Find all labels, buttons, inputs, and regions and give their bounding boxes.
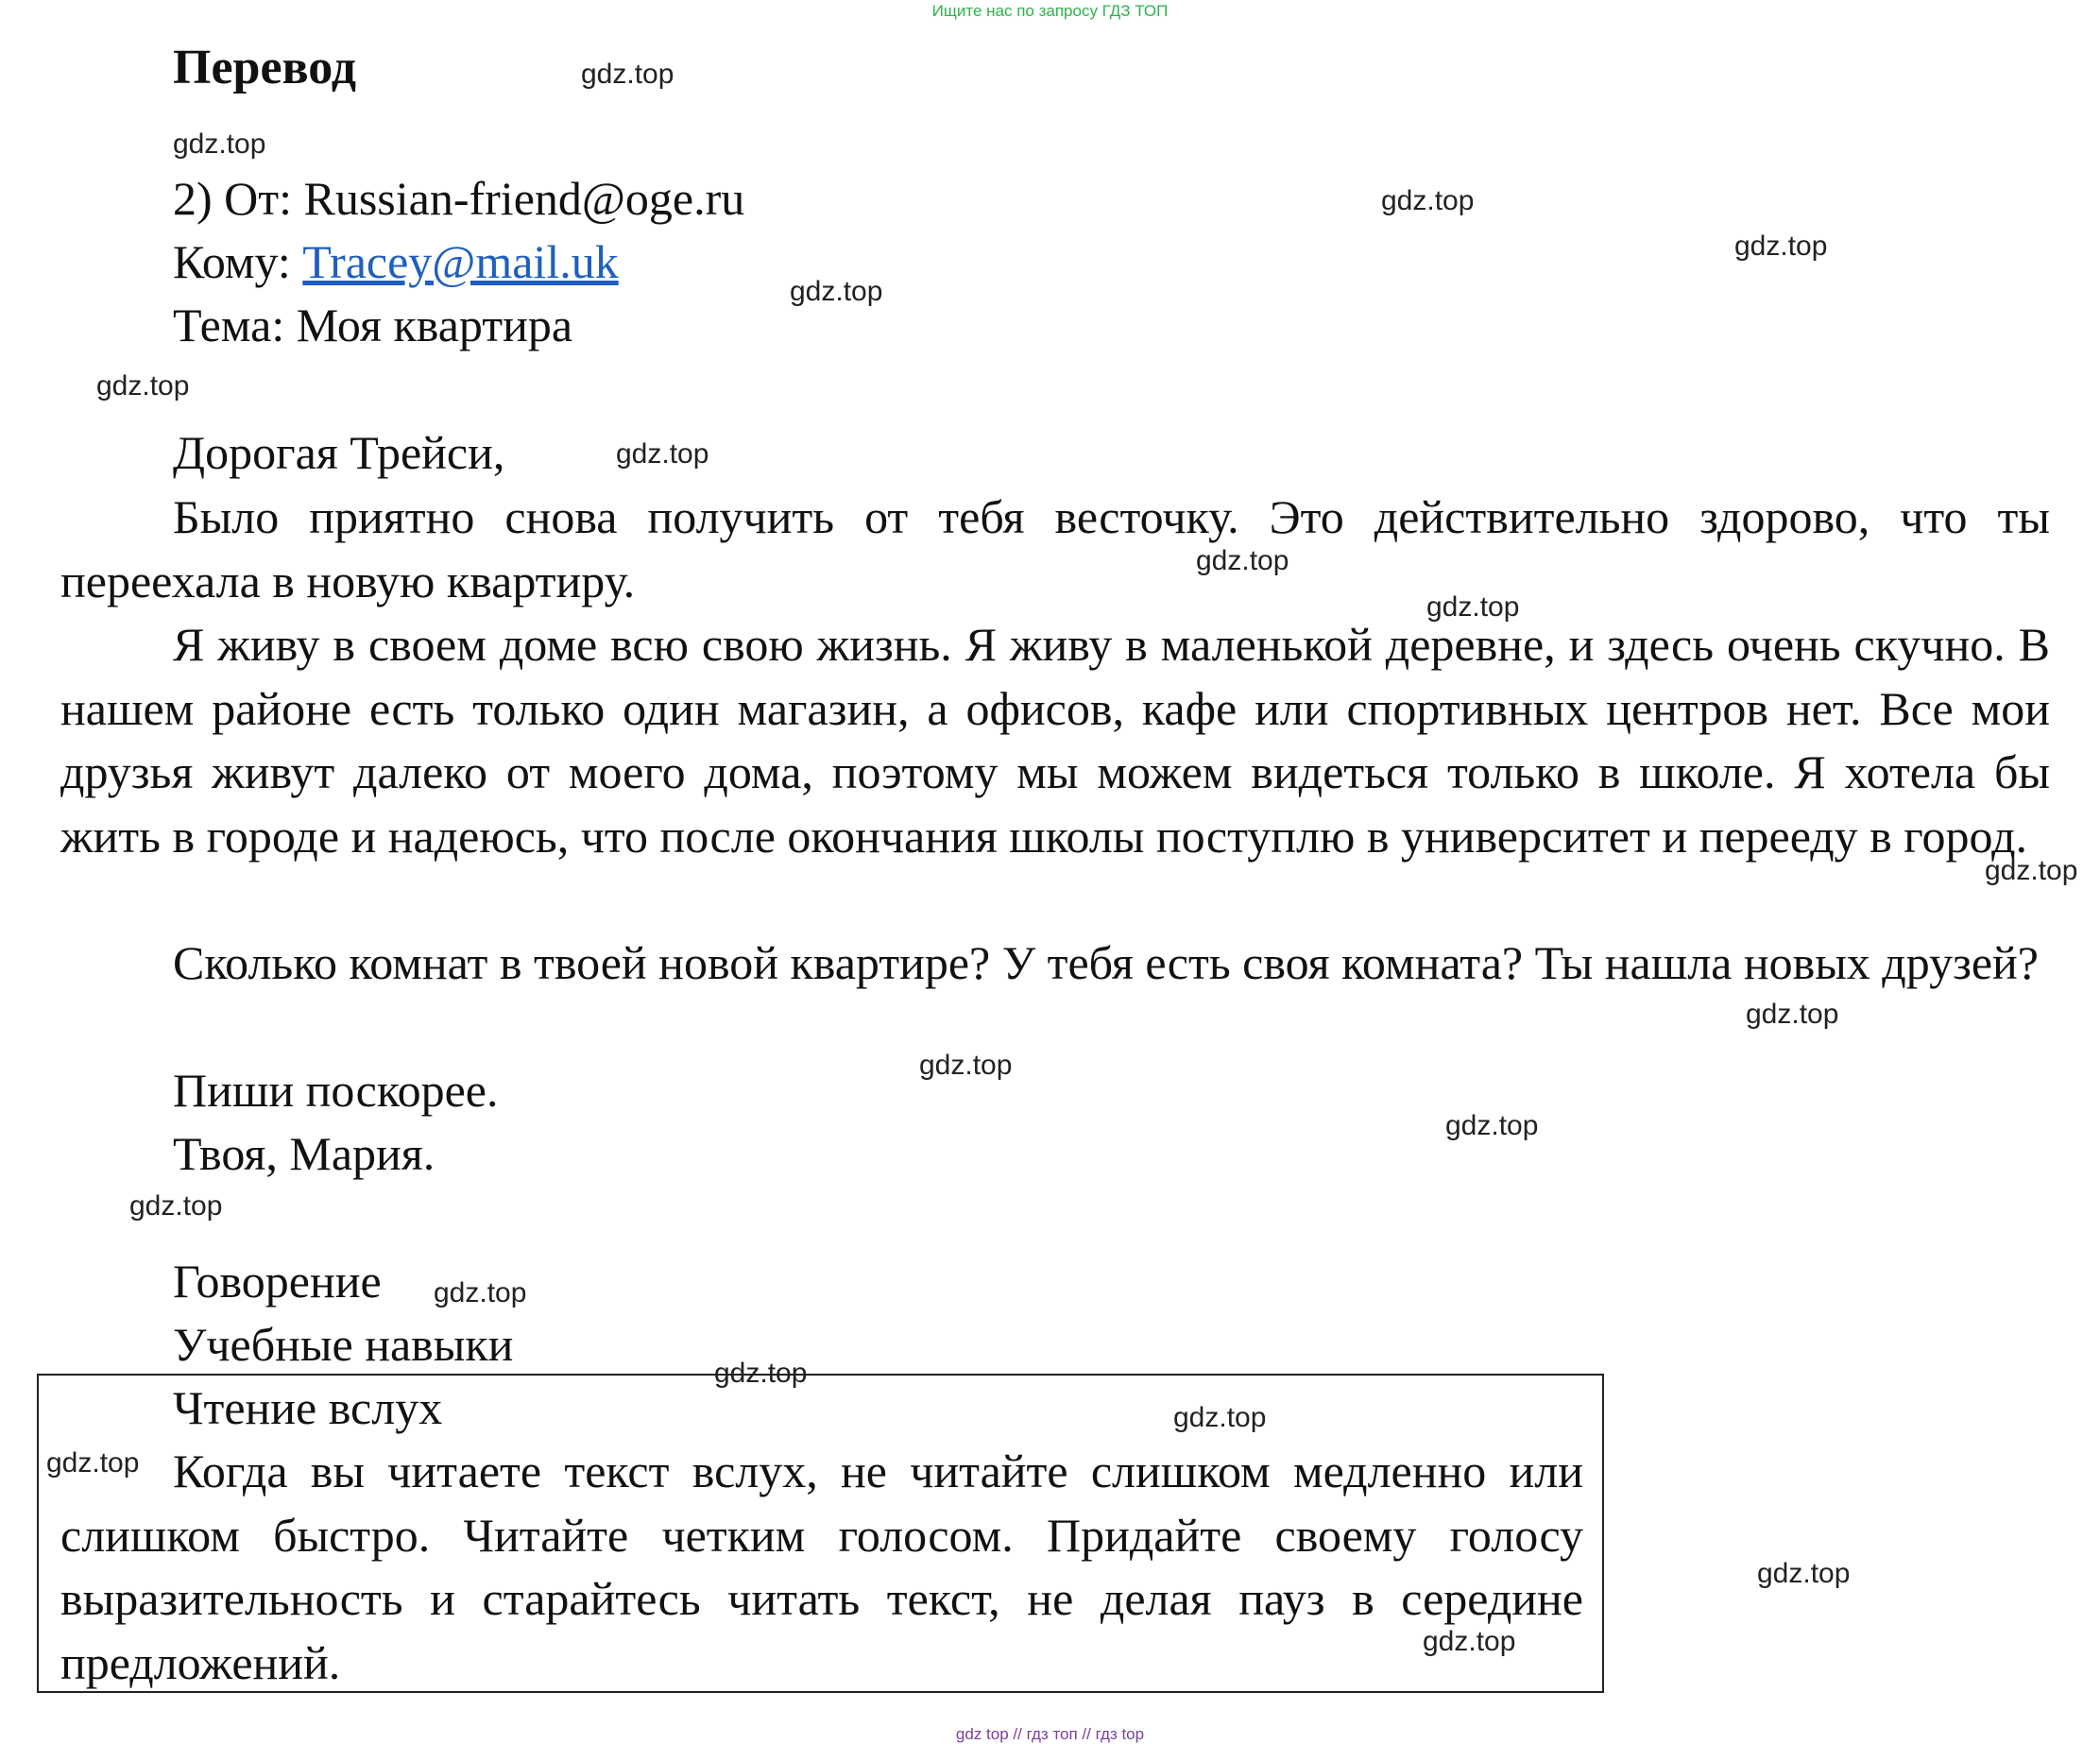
watermark: gdz.top — [919, 1050, 1013, 1081]
box-heading: Чтение вслух — [173, 1381, 443, 1434]
watermark: gdz.top — [1426, 591, 1520, 623]
section-skills: Учебные навыки — [173, 1318, 514, 1371]
watermark: gdz.top — [1746, 999, 1839, 1030]
top-banner: Ищите нас по запросу ГДЗ ТОП — [931, 2, 1169, 20]
watermark: gdz.top — [1734, 231, 1828, 262]
closing: Пиши поскорее. — [173, 1064, 499, 1117]
watermark: gdz.top — [434, 1277, 527, 1308]
greeting: Дорогая Трейси, — [173, 426, 505, 479]
letter-paragraph-3: Сколько комнат в твоей новой квартире? У тебя есть своя комната? Ты нашла новых друзей? — [173, 936, 2039, 989]
watermark: gdz.top — [1423, 1626, 1516, 1657]
watermark: gdz.top — [790, 276, 883, 307]
watermark: gdz.top — [714, 1358, 808, 1389]
page-title: Перевод — [173, 41, 357, 94]
to-line — [173, 231, 619, 294]
watermark: gdz.top — [129, 1190, 223, 1222]
watermark: gdz.top — [46, 1447, 140, 1479]
box-text: Когда вы читаете текст вслух, не читайте слишком медленно или слишком быстро. Читайте четким голосом. Придайте своему голосу выразительность и старайтесь читать текст, не делая пауз в середине предложений. — [60, 1445, 1583, 1689]
letter-paragraph-1: Было приятно снова получить от тебя весточку. Это действительно здорово, что ты переехала в новую квартиру. — [60, 490, 2050, 607]
subject-line: Тема: Моя квартира — [173, 299, 573, 351]
watermark: gdz.top — [173, 128, 266, 160]
watermark: gdz.top — [96, 370, 190, 402]
section-speaking: Говорение — [173, 1255, 382, 1308]
watermark: gdz.top — [1381, 185, 1475, 216]
to-prefix: Кому: — [173, 235, 303, 288]
letter-paragraph-2: Я живу в своем доме всю свою жизнь. Я живу в маленькой деревне, и здесь очень скучно. В нашем районе есть только один магазин, а офисов, кафе или спортивных центров нет. Все мои друзья живут далеко от моего дома, поэтому мы можем видеться только в школе. Я хотела бы жить в городе и надеюсь, что после окончания школы поступлю в университет и перееду в город. — [60, 618, 2050, 863]
watermark: gdz.top — [1985, 855, 2078, 886]
watermark: gdz.top — [1196, 545, 1289, 576]
watermark: gdz.top — [616, 438, 709, 470]
watermark: gdz.top — [1757, 1558, 1851, 1589]
to-email-link[interactable]: Tracey@mail.uk — [302, 235, 619, 288]
from-line: 2) От: Russian-friend@oge.ru — [173, 172, 745, 225]
footer-banner: gdz top // гдз топ // гдз top — [955, 1725, 1145, 1743]
watermark: gdz.top — [1173, 1402, 1267, 1433]
watermark: gdz.top — [581, 59, 674, 90]
watermark: gdz.top — [1445, 1110, 1539, 1141]
signature: Твоя, Мария. — [173, 1127, 435, 1180]
